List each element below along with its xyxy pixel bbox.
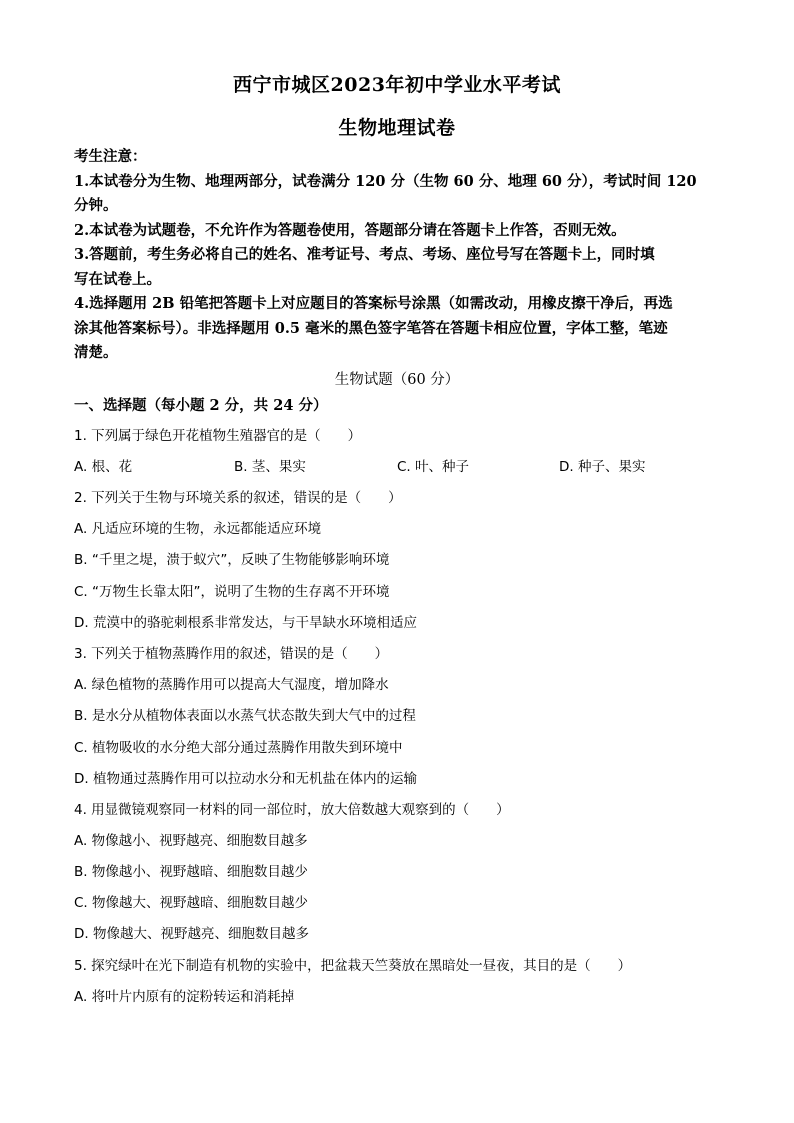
question-4-option-b: B. 物像越小、视野越暗、细胞数目越少 [74, 864, 308, 880]
part-title: 一、选择题（每小题 2 分，共 24 分） [74, 397, 328, 414]
question-4-option-a: A. 物像越小、视野越亮、细胞数目越多 [74, 833, 308, 849]
question-1-option-a: A. 根、花 [74, 459, 133, 475]
question-3-option-a: A. 绿色植物的蒸腾作用可以提高大气湿度，增加降水 [74, 677, 389, 693]
question-3-option-c: C. 植物吸收的水分绝大部分通过蒸腾作用散失到环境中 [74, 740, 403, 756]
question-2-option-c: C. “万物生长靠太阳”，说明了生物的生存离不开环境 [74, 584, 390, 600]
notice-item-1-line-2: 分钟。 [74, 197, 118, 214]
notice-item-4-line-3: 清楚。 [74, 344, 118, 361]
notice-item-1-line-1: 1.本试卷分为生物、地理两部分，试卷满分 120 分（生物 60 分、地理 60 分），考试时间 120 [74, 172, 697, 190]
question-3-stem: 3. 下列关于植物蒸腾作用的叙述，错误的是（ ） [74, 646, 389, 662]
notice-item-3-line-1: 3.答题前，考生务必将自己的姓名、准考证号、考点、考场、座位号写在答题卡上，同时填 [74, 246, 655, 263]
question-2-stem: 2. 下列关于生物与环境关系的叙述，错误的是（ ） [74, 490, 402, 506]
question-4-option-c: C. 物像越大、视野越暗、细胞数目越少 [74, 895, 309, 911]
exam-subtitle: 生物地理试卷 [338, 117, 456, 139]
notice-heading: 考生注意： [74, 148, 147, 165]
notice-item-3-line-2: 写在试卷上。 [74, 270, 161, 288]
question-3-option-b: B. 是水分从植物体表面以水蒸气状态散失到大气中的过程 [74, 708, 416, 724]
notice-item-4-line-2: 涂其他答案标号）。非选择题用 0.5 毫米的黑色签字笔答在答题卡相应位置，字体工整，笔迹 [74, 319, 668, 337]
candidate-notice [74, 145, 724, 366]
question-3-option-d: D. 植物通过蒸腾作用可以拉动水分和无机盐在体内的运输 [74, 771, 417, 787]
section-title: 生物试题（60 分） [334, 372, 460, 388]
notice-item-4-line-1: 4.选择题用 2B 铅笔把答题卡上对应题目的答案标号涂黑（如需改动，用橡皮擦干净后，再选 [74, 295, 673, 312]
notice-item-2: 2.本试卷为试题卷，不允许作为答题卷使用，答题部分请在答题卡上作答，否则无效。 [74, 221, 626, 239]
question-1-option-d: D. 种子、果实 [559, 459, 646, 475]
question-5-stem: 5. 探究绿叶在光下制造有机物的实验中，把盆栽天竺葵放在黑暗处一昼夜，其目的是（ ） [74, 958, 632, 974]
question-4-option-d: D. 物像越大、视野越亮、细胞数目越多 [74, 926, 309, 942]
question-1-option-b: B. 茎、果实 [234, 459, 306, 475]
question-1-stem: 1. 下列属于绿色开花植物生殖器官的是（ ） [74, 428, 362, 444]
question-2-option-a: A. 凡适应环境的生物，永远都能适应环境 [74, 521, 322, 537]
exam-title: 西宁市城区2023年初中学业水平考试 [233, 74, 561, 96]
question-5-option-a: A. 将叶片内原有的淀粉转运和消耗掉 [74, 989, 295, 1005]
question-2-option-b: B. “千里之堤，溃于蚁穴”，反映了生物能够影响环境 [74, 552, 390, 568]
question-4-stem: 4. 用显微镜观察同一材料的同一部位时，放大倍数越大观察到的（ ） [74, 802, 510, 818]
question-2-option-d: D. 荒漠中的骆驼刺根系非常发达，与干旱缺水环境相适应 [74, 615, 417, 631]
question-1-option-c: C. 叶、种子 [397, 459, 470, 475]
